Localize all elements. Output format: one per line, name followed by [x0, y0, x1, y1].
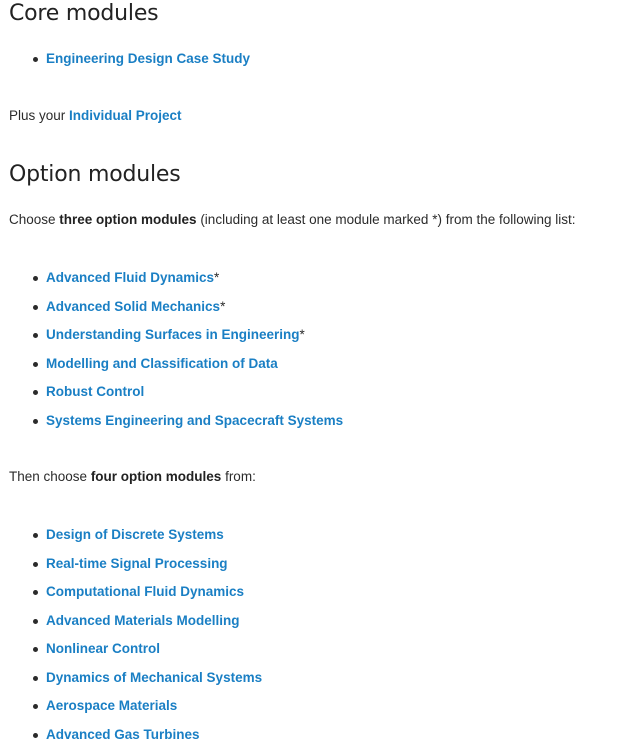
list-item	[9, 49, 250, 78]
list-item	[9, 411, 343, 440]
list-item	[9, 582, 262, 611]
module-link-advanced-solid-mechanics[interactable]: Advanced Solid Mechanics	[46, 298, 221, 314]
module-link-dynamics-mechanical-systems[interactable]: Dynamics of Mechanical Systems	[46, 669, 263, 685]
list-item	[9, 554, 262, 583]
list-item	[9, 696, 262, 725]
choose-three-suffix: (including at least one module marked *) from the following list:	[196, 212, 576, 227]
list-item	[9, 382, 343, 411]
choose-three-instruction	[9, 210, 576, 230]
list-item	[9, 668, 262, 697]
required-marker: *	[220, 298, 226, 314]
required-marker: *	[299, 327, 305, 342]
module-link-aerospace-materials[interactable]: Aerospace Materials	[46, 698, 178, 713]
choose-four-suffix: from:	[221, 469, 256, 484]
list-item	[9, 268, 343, 297]
option-modules-list-2	[9, 525, 262, 744]
module-link-advanced-fluid-dynamics[interactable]: Advanced Fluid Dynamics	[46, 270, 215, 285]
module-link-computational-fluid-dynamics[interactable]: Computational Fluid Dynamics	[46, 584, 245, 599]
choose-three-bold: three option modules	[59, 212, 197, 227]
core-modules-heading: Core modules	[9, 1, 159, 26]
list-item	[9, 725, 262, 744]
choose-four-bold: four option modules	[90, 469, 222, 484]
choose-three-prefix: Choose	[9, 212, 60, 227]
option-modules-list-1	[9, 268, 343, 439]
module-link-understanding-surfaces[interactable]: Understanding Surfaces in Engineering	[46, 327, 300, 342]
module-link-modelling-classification-data[interactable]: Modelling and Classification of Data	[46, 355, 278, 371]
core-modules-list	[9, 49, 250, 78]
list-item	[9, 611, 262, 640]
list-item	[9, 325, 343, 354]
module-link-advanced-gas-turbines[interactable]: Advanced Gas Turbines	[46, 726, 200, 742]
module-link-robust-control[interactable]: Robust Control	[46, 384, 145, 399]
module-link-real-time-signal-processing[interactable]: Real-time Signal Processing	[46, 555, 228, 571]
required-marker: *	[214, 270, 220, 285]
individual-project-link[interactable]: Individual Project	[69, 108, 182, 123]
module-link-nonlinear-control[interactable]: Nonlinear Control	[46, 641, 160, 656]
module-link-advanced-materials-modelling[interactable]: Advanced Materials Modelling	[46, 612, 240, 628]
list-item	[9, 639, 262, 668]
choose-four-instruction	[9, 467, 256, 487]
plus-project-text	[9, 106, 182, 126]
choose-four-prefix: Then choose	[9, 469, 91, 484]
module-link-design-discrete-systems[interactable]: Design of Discrete Systems	[46, 527, 224, 542]
list-item	[9, 297, 343, 326]
module-link-engineering-design-case-study[interactable]: Engineering Design Case Study	[46, 51, 251, 66]
module-link-systems-engineering-spacecraft[interactable]: Systems Engineering and Spacecraft Systems	[46, 412, 344, 428]
option-modules-heading: Option modules	[9, 162, 181, 187]
list-item	[9, 354, 343, 383]
plus-prefix: Plus your	[9, 108, 70, 123]
list-item	[9, 525, 262, 554]
